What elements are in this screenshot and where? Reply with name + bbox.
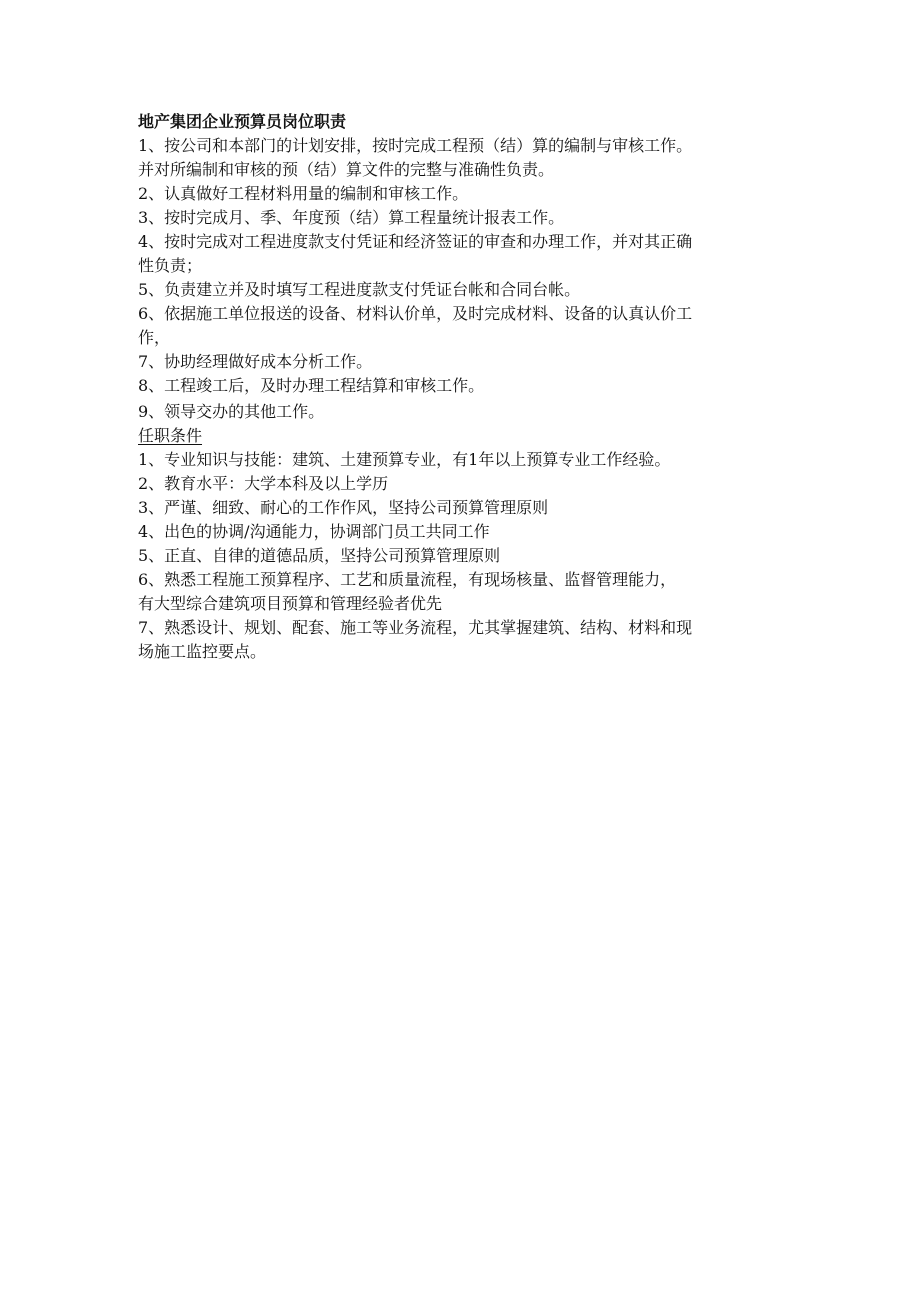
requirement-line: 4、出色的协调/沟通能力，协调部门员工共同工作 (138, 522, 490, 541)
requirements-list (138, 448, 798, 664)
duty-line: 4、按时完成对工程进度款支付凭证和经济签证的审查和办理工作，并对其正确 (138, 232, 693, 251)
duty-line: 2、认真做好工程材料用量的编制和审核工作。 (138, 184, 469, 203)
requirement-line: 有大型综合建筑项目预算和管理经验者优先 (138, 594, 443, 613)
requirement-line: 3、严谨、细致、耐心的工作作风，坚持公司预算管理原则 (138, 498, 549, 517)
duty-line: 作， (138, 328, 171, 347)
duty-line: 9、领导交办的其他工作。 (138, 402, 325, 421)
document-title: 地产集团企业预算员岗位职责 (138, 112, 347, 131)
requirement-line: 7、熟悉设计、规划、配套、施工等业务流程，尤其掌握建筑、结构、材料和现 (138, 618, 693, 637)
requirement-line: 2、教育水平：大学本科及以上学历 (138, 474, 389, 493)
duty-line: 并对所编制和审核的预（结）算文件的完整与准确性负责。 (138, 160, 555, 179)
requirement-line: 5、正直、自律的道德品质，坚持公司预算管理原则 (138, 546, 501, 565)
requirements-heading: 任职条件 (138, 426, 203, 445)
duty-line: 1、按公司和本部门的计划安排，按时完成工程预（结）算的编制与审核工作。 (138, 136, 693, 155)
duty-line: 8、工程竣工后，及时办理工程结算和审核工作。 (138, 376, 485, 395)
requirement-line: 场施工监控要点。 (138, 642, 267, 661)
document-page (138, 110, 798, 664)
duty-line: 6、依据施工单位报送的设备、材料认价单，及时完成材料、设备的认真认价工 (138, 304, 693, 323)
duty-line: 7、协助经理做好成本分析工作。 (138, 352, 373, 371)
requirement-line: 6、熟悉工程施工预算程序、工艺和质量流程，有现场核量、监督管理能力， (138, 570, 677, 589)
duty-line: 性负责； (138, 256, 203, 275)
duty-line: 5、负责建立并及时填写工程进度款支付凭证台帐和合同台帐。 (138, 280, 581, 299)
duties-list (138, 134, 798, 424)
requirement-line: 1、专业知识与技能：建筑、土建预算专业，有1年以上预算专业工作经验。 (138, 450, 671, 469)
duty-line: 3、按时完成月、季、年度预（结）算工程量统计报表工作。 (138, 208, 565, 227)
